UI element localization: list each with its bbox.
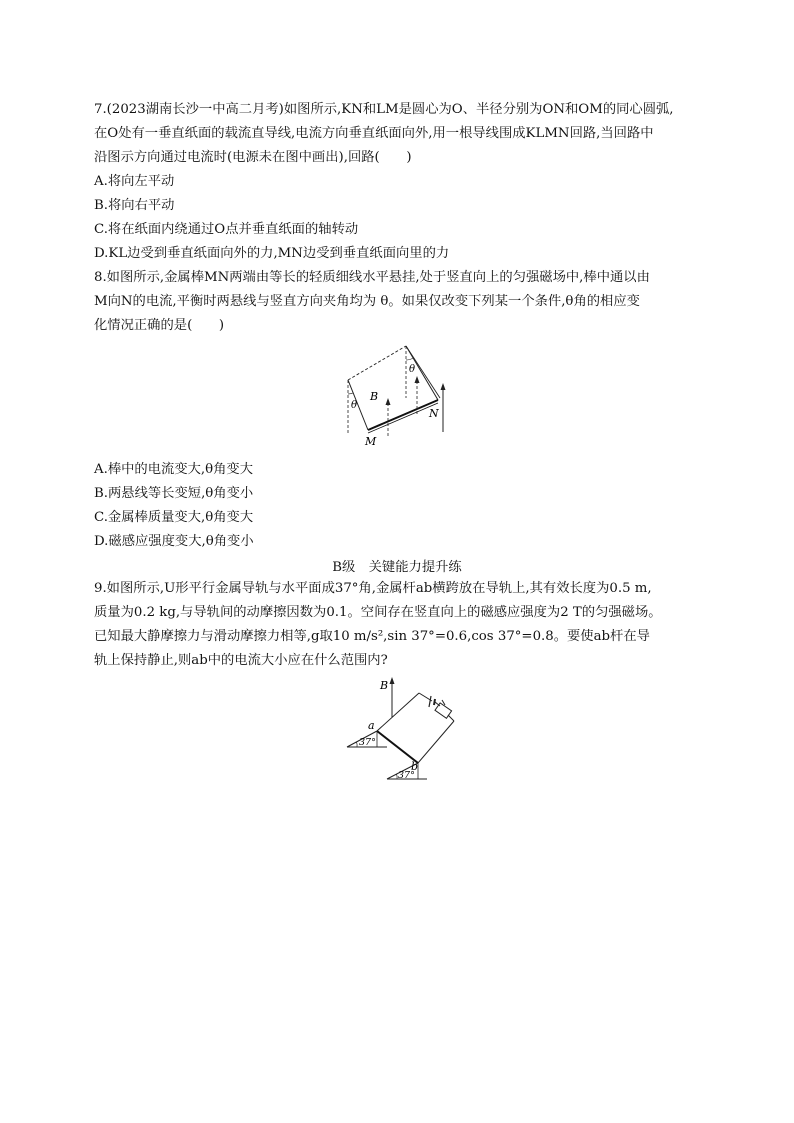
q8-option-d: D.磁感应强度变大,θ角变小: [94, 534, 254, 549]
q8-label-theta-right: θ: [409, 364, 416, 375]
q7-line-2: 在O处有一垂直纸面的载流直导线,电流方向垂直纸面向外,用一根导线围成KLMN回路,当回路中: [94, 126, 654, 141]
q9-angle-bottom: 37°: [398, 770, 415, 781]
q8-label-m: M: [365, 435, 377, 448]
q7-option-d: D.KL边受到垂直纸面向外的力,MN边受到垂直纸面向里的力: [94, 246, 450, 261]
q8-line-3: 化情况正确的是( ): [94, 318, 225, 333]
q8-label-b: B: [370, 390, 379, 403]
q8-label-theta-left: θ: [351, 400, 358, 411]
q9-angle-top: 37°: [359, 737, 376, 748]
q8-option-b: B.两悬线等长变短,θ角变小: [94, 486, 254, 501]
q9-line-3: 已知最大静摩擦力与滑动摩擦力相等,g取10 m/s²,sin 37°=0.6,cos 37°=0.8。要使ab杆在导: [94, 629, 650, 644]
q9-label-a: a: [368, 719, 375, 732]
q9-label-b-field: B: [380, 679, 389, 692]
q8-line-1: 8.如图所示,金属棒MN两端由等长的轻质细线水平悬挂,处于竖直向上的匀强磁场中,棒中通以由: [94, 270, 650, 285]
q7-option-b: B.将向右平动: [94, 198, 175, 213]
q9-line-1: 9.如图所示,U形平行金属导轨与水平面成37°角,金属杆ab横跨放在导轨上,其有效长度为0.5 m,: [94, 581, 652, 596]
q7-option-c: C.将在纸面内绕通过O点并垂直纸面的轴转动: [94, 222, 359, 237]
q8-option-c: C.金属棒质量变大,θ角变大: [94, 510, 254, 525]
q9-line-4: 轨上保持静止,则ab中的电流大小应在什么范围内?: [94, 653, 388, 668]
q8-figure: [330, 338, 460, 450]
q8-line-2: M向N的电流,平衡时两悬线与竖直方向夹角均为 θ。如果仅改变下列某一个条件,θ角的相应变: [94, 294, 640, 309]
q8-label-n: N: [429, 407, 439, 420]
q9-line-2: 质量为0.2 kg,与导轨间的动摩擦因数为0.1。空间存在竖直向上的磁感应强度为2 T的匀强磁场。: [94, 605, 662, 620]
q9-label-b: b: [411, 760, 419, 773]
q8-option-a: A.棒中的电流变大,θ角变大: [94, 462, 254, 477]
section-title: B级 关键能力提升练: [332, 560, 462, 575]
q9-figure: [345, 675, 470, 787]
q7-line-1: 7.(2023湖南长沙一中高二月考)如图所示,KN和LM是圆心为O、半径分别为ON和OM的同心圆弧,: [94, 102, 674, 117]
q7-line-3: 沿图示方向通过电流时(电源未在图中画出),回路( ): [94, 150, 412, 165]
q7-option-a: A.将向左平动: [94, 174, 175, 189]
